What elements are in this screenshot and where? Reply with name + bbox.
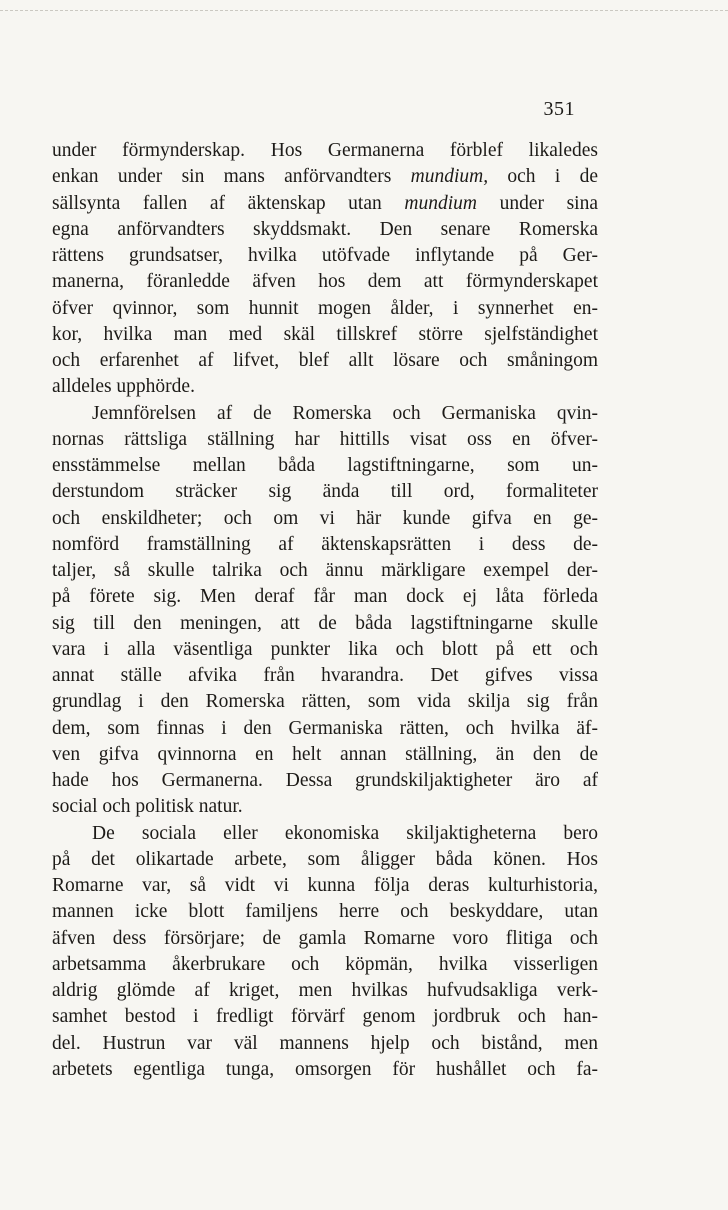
text-line: samhet bestod i fredligt förvärf genom jordbruk och han- xyxy=(52,1006,598,1028)
emphasis: mundium, xyxy=(410,166,489,188)
text-line: taljer, så skulle talrika och ännu märkligare exempel der- xyxy=(52,560,598,581)
page-top-edge xyxy=(0,10,728,11)
text-line: ensstämmelse mellan båda lagstiftningarne, som un- xyxy=(52,455,598,476)
text-line: aldrig glömde af kriget, men hvilkas hufvudsakliga verk- xyxy=(52,980,598,1001)
text-line: grundlag i den Romerska rätten, som vida skilja sig från xyxy=(52,691,598,713)
text-line: och erfarenhet af lifvet, blef allt lösare och småningom xyxy=(52,350,598,371)
text-line: äfven dess försörjare; de gamla Romarne voro flitiga och xyxy=(52,927,598,949)
text-line: egna anförvandters skyddsmakt. Den senare Romerska xyxy=(52,218,598,240)
text-line: vara i alla väsentliga punkter lika och blott på ett och xyxy=(52,638,598,660)
text-line: sig till den meningen, att de båda lagstiftningarne skulle xyxy=(52,612,598,634)
text-line: ven gifva qvinnorna en helt annan ställning, än den de xyxy=(52,743,598,765)
text-line: dem, som finnas i den Germaniska rätten, och hvilka äf- xyxy=(52,717,598,739)
text-line: hade hos Germanerna. Dessa grundskiljaktigheter äro af xyxy=(52,770,598,791)
text-line: De sociala eller ekonomiska skiljaktigheterna bero xyxy=(92,822,598,844)
text-line: och enskildheter; och om vi här kunde gifva en ge- xyxy=(52,507,598,529)
body-text xyxy=(52,138,598,1083)
text-line: Jemnförelsen af de Romerska och Germaniska qvin- xyxy=(92,402,598,424)
emphasis: mundium xyxy=(404,192,477,214)
text-line: arbetets egentliga tunga, omsorgen för hushållet och fa- xyxy=(52,1058,598,1080)
text-line: nornas rättsliga ställning har hittills visat oss en öfver- xyxy=(52,428,598,450)
text-line: enkan under sin mans anförvandters mundium, och i de xyxy=(52,166,598,188)
text-line: derstundom sträcker sig ända till ord, formaliteter xyxy=(52,481,598,503)
text-line: sällsynta fallen af äktenskap utan mundium under sina xyxy=(52,192,598,214)
text-line: under förmynderskap. Hos Germanerna förblef likaledes xyxy=(52,140,598,161)
text-line: mannen icke blott familjens herre och beskyddare, utan xyxy=(52,901,598,923)
text-line: alldeles upphörde. xyxy=(52,376,195,398)
text-line: kor, hvilka man med skäl tillskref större sjelfständighet xyxy=(52,323,598,345)
text-line: på det olikartade arbete, som åligger båda könen. Hos xyxy=(52,848,598,870)
text-line: öfver qvinnor, som hunnit mogen ålder, i synnerhet en- xyxy=(52,297,598,319)
text-line: nomförd framställning af äktenskapsrätten i dess de- xyxy=(52,533,598,555)
text-line: på förete sig. Men deraf får man dock ej låta förleda xyxy=(52,586,598,608)
text-line: manerna, föranledde äfven hos dem att förmynderskapet xyxy=(52,271,598,293)
text-line: arbetsamma åkerbrukare och köpmän, hvilka visserligen xyxy=(52,953,598,975)
text-line: del. Hustrun var väl mannens hjelp och bistånd, men xyxy=(52,1032,598,1054)
text-line: annat ställe afvika från hvarandra. Det gifves vissa xyxy=(52,665,598,686)
page-number: 351 xyxy=(543,98,575,120)
text-line: rättens grundsatser, hvilka utöfvade inflytande på Ger- xyxy=(52,245,598,266)
text-line: social och politisk natur. xyxy=(52,796,243,818)
text-line: Romarne var, så vidt vi kunna följa deras kulturhistoria, xyxy=(52,875,598,896)
